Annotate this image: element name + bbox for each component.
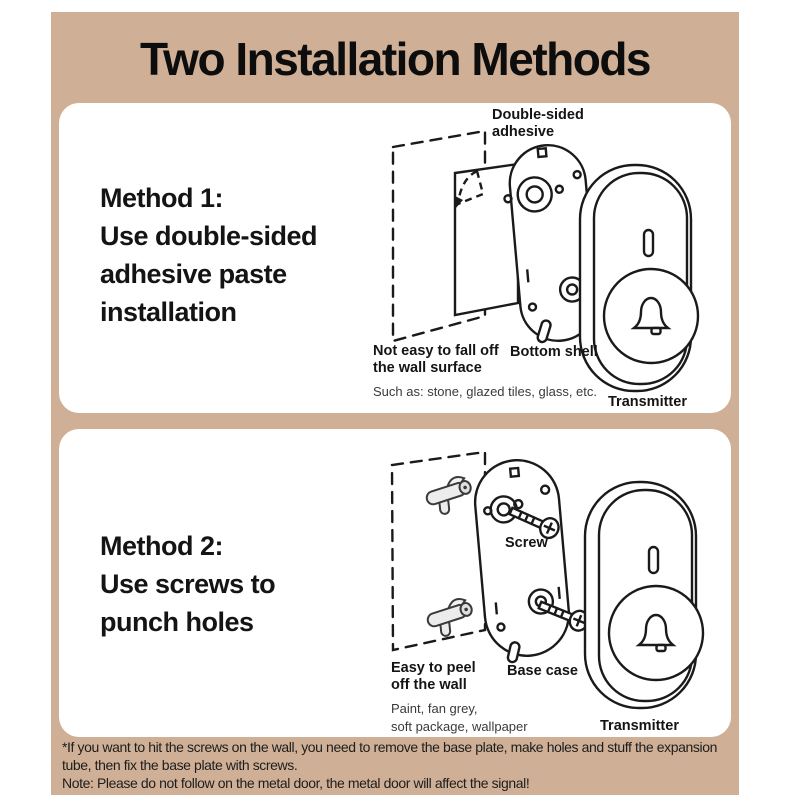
method2-heading-line: punch holes bbox=[100, 607, 254, 637]
wall-note-sub: Such as: stone, glazed tiles, glass, etc. bbox=[373, 384, 598, 399]
method1-card bbox=[59, 103, 731, 413]
base-case-drawing bbox=[472, 457, 573, 666]
method1-heading-line: Use double-sided bbox=[100, 221, 318, 251]
indicator-slot bbox=[649, 547, 658, 573]
method1-heading-line: adhesive paste bbox=[100, 259, 287, 289]
page-title: Two Installation Methods bbox=[139, 33, 651, 85]
method1-heading-line: installation bbox=[100, 297, 237, 327]
footnote bbox=[62, 738, 732, 792]
case-label: Base case bbox=[507, 663, 578, 679]
method2-card bbox=[59, 429, 731, 737]
transmitter-label: Transmitter bbox=[608, 394, 687, 410]
method2-heading-line: Method 2: bbox=[100, 531, 223, 561]
wall-note-sub: Paint, fan grey, soft package, wallpaper bbox=[391, 701, 528, 734]
method2-heading-line: Use screws to bbox=[100, 569, 276, 599]
wall-note: Easy to peel off the wall bbox=[391, 660, 476, 693]
wall-note: Not easy to fall off the wall surface bbox=[373, 343, 499, 376]
footnote-line: tube, then fix the base plate with screws. bbox=[62, 757, 298, 773]
adhesive-sheet bbox=[455, 164, 518, 315]
indicator-slot bbox=[644, 230, 653, 256]
shell-label: Bottom shell bbox=[510, 344, 598, 360]
footnote-line: *If you want to hit the screws on the wall, you need to remove the base plate, make holes and stuff the expansion bbox=[62, 739, 717, 755]
adhesive-label: Double-sided adhesive bbox=[492, 107, 584, 140]
transmitter-label: Transmitter bbox=[600, 718, 679, 734]
screw-label: Screw bbox=[505, 535, 548, 551]
transmitter-drawing bbox=[585, 482, 703, 708]
footnote-line: Note: Please do not follow on the metal door, the metal door will affect the signal! bbox=[62, 775, 530, 791]
method1-heading-line: Method 1: bbox=[100, 183, 223, 213]
tan-panel bbox=[51, 12, 739, 795]
anchor-drawing bbox=[423, 474, 476, 519]
